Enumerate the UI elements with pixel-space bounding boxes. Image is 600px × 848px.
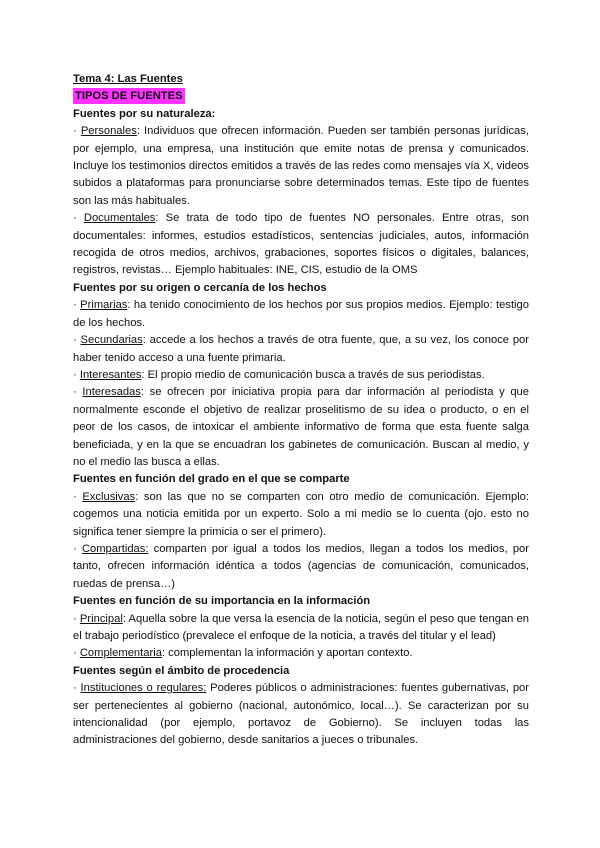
item-term: Exclusivas	[82, 490, 136, 503]
item-text: : Se trata de todo tipo de fuentes NO personales. Entre otras, son documentales: informes, estudios estadísticos, sentencias judiciales, autos, información recogida de otros medios, archivos, grabaciones, soportes físicos o digitales, balances, registros, revistas… Ejemplo habituales: INE, CIS, estudio de la OMS	[73, 212, 529, 277]
item-text: : son las que no se comparten con otro medio de comunicación. Ejemplo: cogemos una noticia emitida por un experto. Solo a mi medio se lo cuenta (ojo. esto no significa tener siempre la primicia o ser el primero).	[73, 490, 529, 538]
item-term: Primarias	[80, 299, 128, 312]
item-term: Secundarias	[80, 334, 143, 347]
item-text: : complementan la información y aportan contexto.	[161, 647, 413, 660]
item-term: Documentales	[83, 212, 156, 225]
item-text: comparten por igual a todos los medios, llegan a todos los medios, por tanto, ofrecen información idéntica a todos (agencias de comunicación, comunicados, ruedas de prensa…)	[73, 542, 529, 590]
list-item: · Interesadas: se ofrecen por iniciativa propia para dar información al periodista y que normalmente esconde el objetivo de realizar proselitismo de su idea o producto, o en el peor de los casos, de intoxicar el ambiente informativo de forma que esta fuente salga beneficiada, y en la que se encuadran los gabinetes de comunicación. Buscan al medio, y no el medio las busca a ellas.	[73, 386, 529, 468]
list-item: · Secundarias: accede a los hechos a través de otra fuente, que, a su vez, los conoce por haber tenido acceso a una fuente primaria.	[73, 334, 529, 364]
list-item: · Exclusivas: son las que no se comparten con otro medio de comunicación. Ejemplo: cogemos una noticia emitida por un experto. Solo a mi medio se lo cuenta (ojo. esto no significa tener siempre la primicia o ser el primero).	[73, 490, 529, 538]
section-heading: Fuentes según el ámbito de procedencia	[73, 664, 290, 677]
item-term: Personales	[80, 125, 137, 138]
item-text: : accede a los hechos a través de otra fuente, que, a su vez, los conoce por haber tenido acceso a una fuente primaria.	[73, 334, 529, 364]
highlighted-heading: TIPOS DE FUENTES	[75, 90, 183, 103]
item-term: Complementaria	[79, 647, 162, 660]
list-item: · Instituciones o regulares: Poderes públicos o administraciones: fuentes gubernativas, por ser pertenecientes al gobierno (nacional, autonómico, local…). Se caracterizan por su intencionalidad (por ejemplo, portavoz de Gobierno). Se incluyen todas las administraciones del gobierno, desde sanitarios a jueces o tribunales.	[73, 682, 530, 747]
item-text: : Individuos que ofrecen información. Pueden ser también personas jurídicas, por ejemplo, una empresa, una institución que emite notas de prensa y comunicados. Incluye los testimonios directos emitidos a través de las redes como mensajes vía X, videos subidos a plataformas para pronunciarse sobre determinados temas. Este tipo de fuentes son las más habituales.	[73, 125, 529, 207]
item-term: Principal	[79, 612, 123, 625]
section-heading: Fuentes en función del grado en el que se comparte	[73, 473, 350, 486]
item-text: : se ofrecen por iniciativa propia para dar información al periodista y que normalmente esconde el objetivo de realizar proselitismo de su idea o producto, o en el peor de los casos, de intoxicar el ambiente informativo de forma que esta fuente salga beneficiada, y en la que se encuadran los gabinetes de comunicación. Buscan al medio, y no el medio las busca a ellas.	[73, 386, 529, 468]
list-item: · Primarias: ha tenido conocimiento de los hechos por sus propios medios. Ejemplo: testigo de los hechos.	[73, 299, 529, 329]
item-text: : El propio medio de comunicación busca a través de sus periodistas.	[141, 368, 485, 381]
list-item: · Compartidas: comparten por igual a todos los medios, llegan a todos los medios, por tanto, ofrecen información idéntica a todos (agencias de comunicación, comunicados, ruedas de prensa…)	[73, 542, 529, 590]
list-item: · Complementaria: complementan la información y aportan contexto.	[73, 647, 413, 660]
item-term: Instituciones o regulares:	[80, 682, 207, 695]
list-item: · Personales: Individuos que ofrecen información. Pueden ser también personas jurídicas, por ejemplo, una empresa, una institución que emite notas de prensa y comunicados. Incluye los testimonios directos emitidos a través de las redes como mensajes vía X, videos subidos a plataformas para pronunciarse sobre determinados temas. Este tipo de fuentes son las más habituales.	[73, 125, 529, 207]
item-text: : Aquella sobre la que versa la esencia de la noticia, según el peso que tengan en el trabajo periodístico (prevalece el enfoque de la noticia, a través del titular y el lead)	[73, 612, 529, 642]
section-heading: Fuentes en función de su importancia en la información	[73, 595, 371, 608]
item-term: Interesadas	[82, 386, 141, 399]
item-term: Interesantes	[79, 368, 142, 381]
item-text: Poderes públicos o administraciones: fuentes gubernativas, por ser pertenecientes al gobierno (nacional, autonómico, local…). Se caracterizan por su intencionalidad (por ejemplo, portavoz de Gobierno). Se incluyen todas las administraciones del gobierno, desde sanitarios a jueces o tribunales.	[73, 682, 530, 747]
item-text: : ha tenido conocimiento de los hechos por sus propios medios. Ejemplo: testigo de los hechos.	[73, 299, 529, 329]
section-heading: Fuentes por su origen o cercanía de los hechos	[73, 281, 327, 294]
list-item: · Documentales: Se trata de todo tipo de fuentes NO personales. Entre otras, son documentales: informes, estudios estadísticos, sentencias judiciales, autos, información recogida de otros medios, archivos, grabaciones, soportes físicos o digitales, balances, registros, revistas… Ejemplo habituales: INE, CIS, estudio de la OMS	[73, 212, 529, 277]
section-heading: Fuentes por su naturaleza:	[73, 107, 216, 120]
document-title: Tema 4: Las Fuentes	[73, 73, 183, 85]
document-page	[73, 71, 529, 750]
item-term: Compartidas:	[81, 542, 149, 555]
list-item: · Principal: Aquella sobre la que versa la esencia de la noticia, según el peso que tengan en el trabajo periodístico (prevalece el enfoque de la noticia, a través del titular y el lead)	[73, 612, 529, 642]
list-item: · Interesantes: El propio medio de comunicación busca a través de sus periodistas.	[73, 368, 485, 381]
